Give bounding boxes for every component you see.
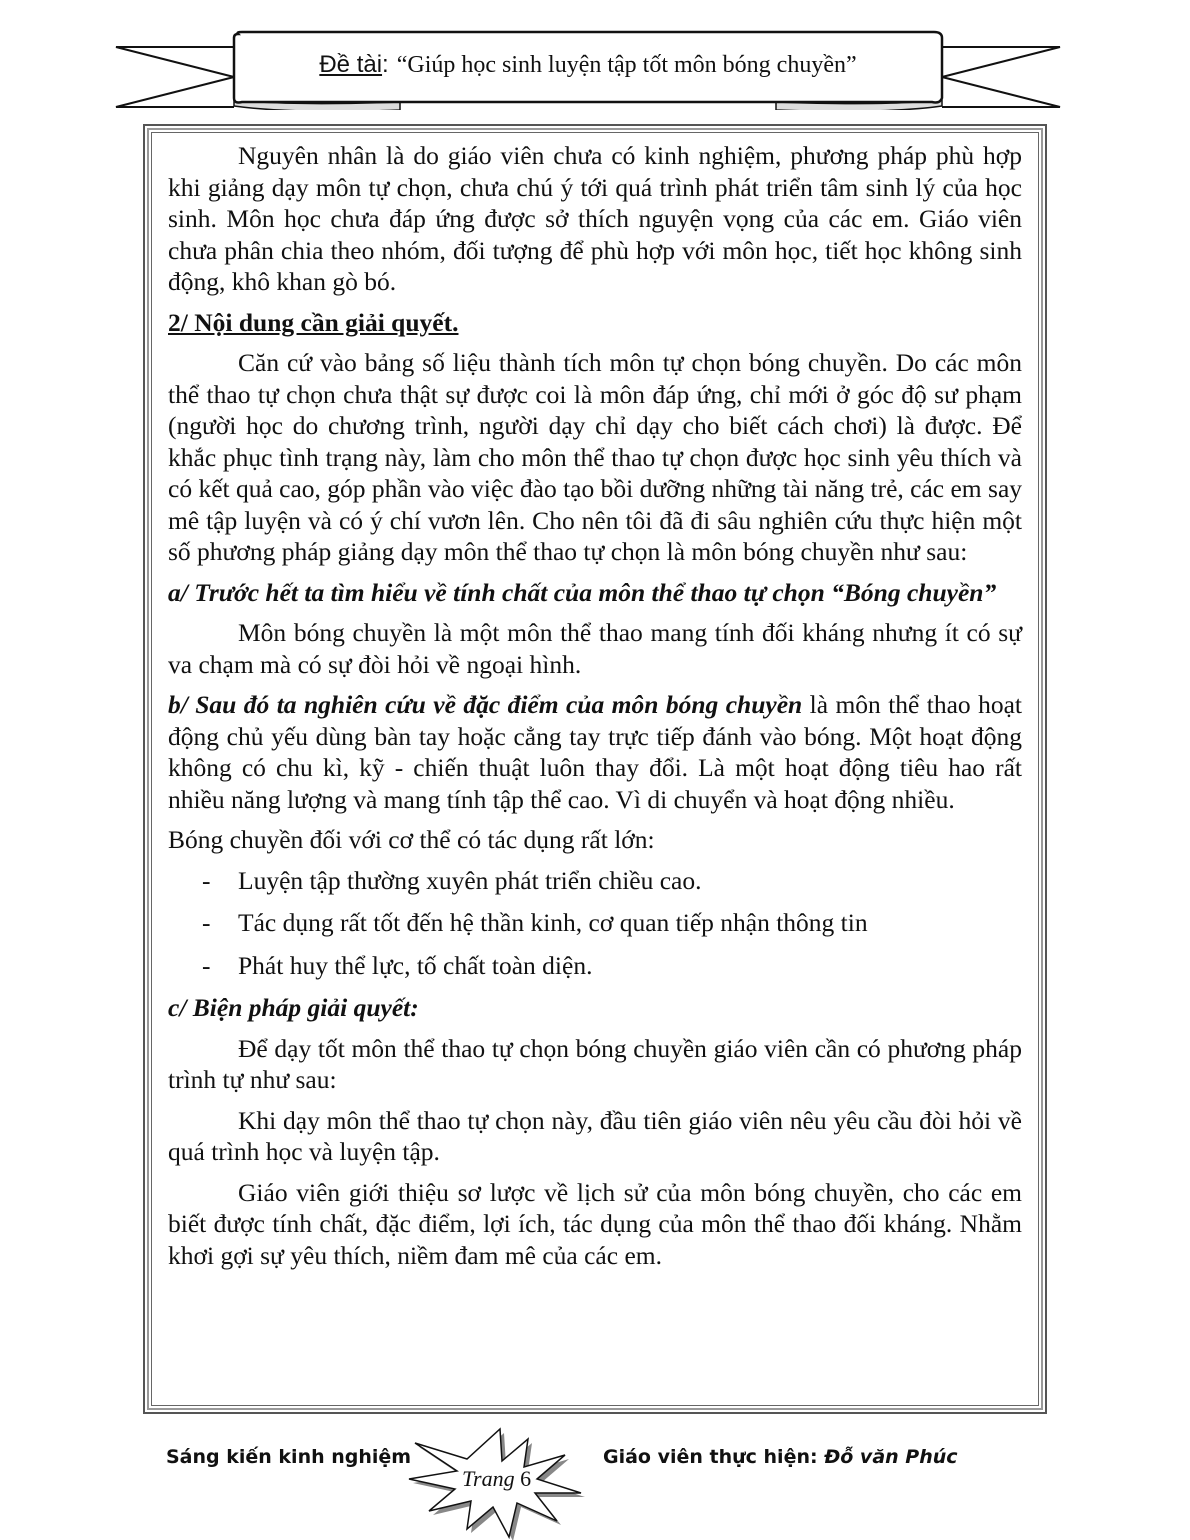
list-item [168, 865, 1022, 897]
header-banner [112, 30, 1064, 110]
topic-title: “Giúp học sinh luyện tập tốt môn bóng chuyền” [396, 51, 857, 78]
paragraph-cause: Nguyên nhân là do giáo viên chưa có kinh nghiệm, phương pháp phù hợp khi giảng dạy môn tự chọn, chưa chú ý tới quá trình phát triển tâm sinh lý của học sinh. Môn học chưa đáp ứng được sở thích nguyện vọng của các em. Giáo viên chưa phân chia theo nhóm, đối tượng để phù hợp với môn học, tiết học không sinh động, khô khan gò bó. [168, 141, 1022, 296]
page-label: Trang [462, 1466, 515, 1491]
page-footer [0, 1420, 1190, 1540]
paragraph-basis: Căn cứ vào bảng số liệu thành tích môn tự chọn bóng chuyền. Do các môn thể thao tự chọn chưa thật sự được coi là môn đáp ứng, chỉ mới ở góc độ sư phạm (người học do chương trình, người dạy chỉ dạy cho biết cách chơi) là được. Để khắc phục tình trạng này, làm cho môn thể thao tự chọn được học sinh yêu thích và có kết quả cao, góp phần vào việc đào tạo bồi dưỡng những tài năng trẻ, các em say mê tập luyện và có ý chí vươn lên. Cho nên tôi đã đi sâu nghiên cứu thực hiện một số phương pháp giảng dạy môn thể thao tự chọn là môn bóng chuyền như sau: [168, 348, 1023, 566]
paragraph-requirements: Khi dạy môn thể thao tự chọn này, đầu tiên giáo viên nêu yêu cầu đòi hỏi về quá trình học và luyện tập. [168, 1105, 1022, 1166]
list-item [168, 950, 1022, 982]
paragraph-nature: Môn bóng chuyền là một môn thể thao mang tính đối kháng nhưng ít có sự va chạm mà có sự đòi hỏi về ngoại hình. [168, 618, 1022, 679]
subsection-heading-a: a/ Trước hết ta tìm hiểu về tính chất của môn thể thao tự chọn “Bóng chuyền” [168, 577, 997, 607]
dash-bullet: - [202, 865, 211, 895]
page-number [462, 1466, 531, 1492]
list-item-text: Luyện tập thường xuyên phát triển chiều cao. [238, 865, 702, 895]
section-heading-2: 2/ Nội dung cần giải quyết. [168, 307, 459, 337]
document-topic [234, 40, 942, 90]
dash-bullet: - [202, 950, 211, 980]
subsection-heading-c: c/ Biện pháp giải quyết: [168, 993, 419, 1022]
paragraph-benefits-intro: Bóng chuyền đối với cơ thể có tác dụng rất lớn: [168, 825, 655, 854]
document-body [168, 140, 1022, 1280]
page-number-value: 6 [520, 1466, 532, 1491]
footer-author [603, 1446, 958, 1468]
paragraph-history: Giáo viên giới thiệu sơ lược về lịch sử của môn bóng chuyền, cho các em biết được tính chất, đặc điểm, lợi ích, tác dụng của môn thể thao đối kháng. Nhằm khơi gợi sự yêu thích, niềm đam mê của các em. [168, 1177, 1022, 1270]
list-item-text: Tác dụng rất tốt đến hệ thần kinh, cơ quan tiếp nhận thông tin [238, 908, 868, 937]
dash-bullet: - [202, 908, 211, 937]
footer-doc-type: Sáng kiến kinh nghiệm [166, 1446, 412, 1468]
author-name: Đỗ văn Phúc [824, 1446, 958, 1468]
topic-colon: : [382, 51, 389, 78]
characteristics-text: là môn thể thao hoạt động chủ yếu dùng bàn tay hoặc cẳng tay trực tiếp đánh vào bóng. Một hoạt động không có chu kì, kỹ - chiến thuật luôn thay đổi. Là một hoạt động tiêu hao rất nhiều năng lượng và mang tính tập thể cao. Vì di chuyển và hoạt động nhiều. [168, 690, 1022, 814]
benefits-list [168, 865, 1022, 982]
subsection-heading-b: b/ Sau đó ta nghiên cứu về đặc điểm của môn bóng chuyền [168, 690, 803, 719]
paragraph-method: Để dạy tốt môn thể thao tự chọn bóng chuyền giáo viên cần có phương pháp trình tự như sau: [168, 1033, 1022, 1094]
topic-label: Đề tài [319, 51, 383, 78]
list-item [168, 907, 1022, 939]
list-item-text: Phát huy thể lực, tố chất toàn diện. [238, 950, 593, 980]
author-label: Giáo viên thực hiện: [603, 1446, 825, 1468]
paragraph-characteristics [168, 689, 1022, 815]
